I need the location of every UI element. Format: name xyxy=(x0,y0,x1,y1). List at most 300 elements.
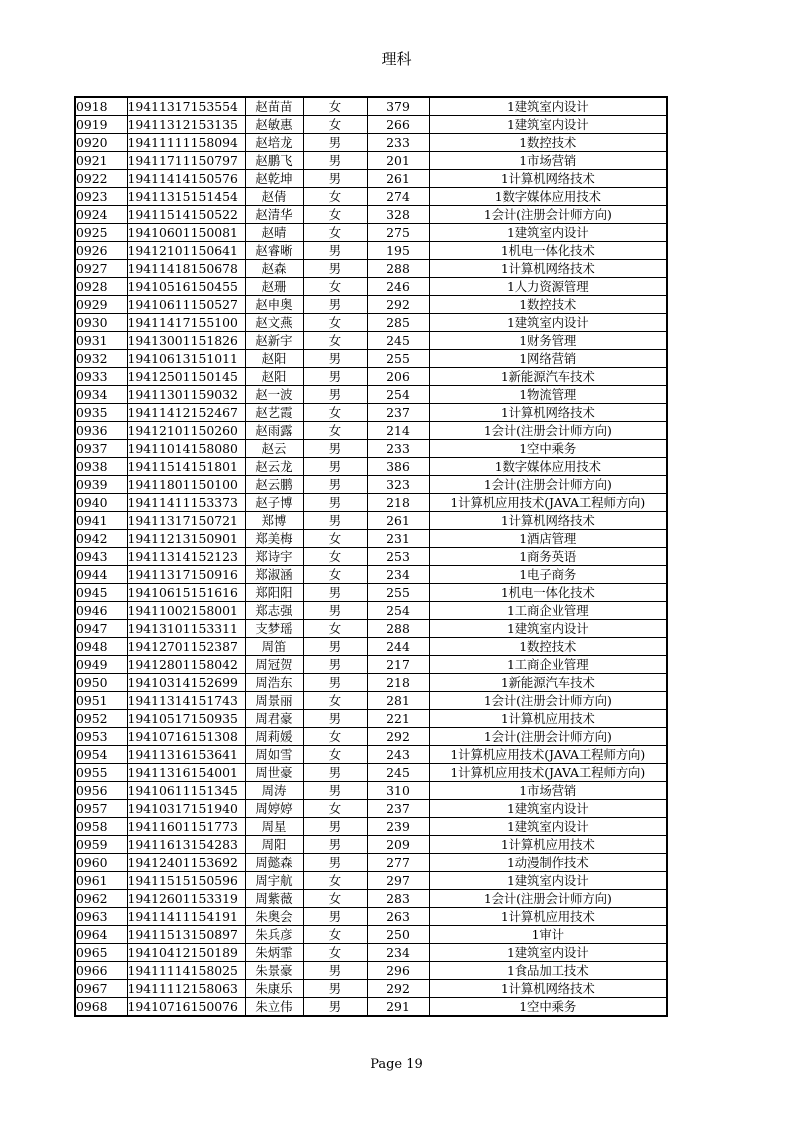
exam-id-cell: 19411411153373 xyxy=(127,494,245,512)
exam-id-cell: 19411515150596 xyxy=(127,872,245,890)
score-cell: 218 xyxy=(367,494,429,512)
major-cell: 1建筑室内设计 xyxy=(429,800,667,818)
score-cell: 214 xyxy=(367,422,429,440)
row-number-cell: 0954 xyxy=(75,746,127,764)
table-row xyxy=(75,584,667,602)
student-name-cell: 朱立伟 xyxy=(245,998,303,1017)
major-cell: 1审计 xyxy=(429,926,667,944)
row-number-cell: 0951 xyxy=(75,692,127,710)
page-number: Page 19 xyxy=(370,1057,423,1072)
exam-id-cell: 19411317150721 xyxy=(127,512,245,530)
student-name-cell: 支梦瑶 xyxy=(245,620,303,638)
student-name-cell: 周涛 xyxy=(245,782,303,800)
major-cell: 1新能源汽车技术 xyxy=(429,674,667,692)
gender-cell: 女 xyxy=(303,224,367,242)
exam-id-cell: 19411711150797 xyxy=(127,152,245,170)
major-cell: 1建筑室内设计 xyxy=(429,224,667,242)
gender-cell: 女 xyxy=(303,206,367,224)
student-name-cell: 赵苗苗 xyxy=(245,97,303,116)
row-number-cell: 0929 xyxy=(75,296,127,314)
table-row xyxy=(75,170,667,188)
table-row xyxy=(75,908,667,926)
major-cell: 1建筑室内设计 xyxy=(429,97,667,116)
gender-cell: 女 xyxy=(303,314,367,332)
major-cell: 1计算机网络技术 xyxy=(429,512,667,530)
table-row xyxy=(75,134,667,152)
table-row xyxy=(75,800,667,818)
exam-id-cell: 19411411154191 xyxy=(127,908,245,926)
gender-cell: 男 xyxy=(303,908,367,926)
major-cell: 1计算机网络技术 xyxy=(429,260,667,278)
score-cell: 283 xyxy=(367,890,429,908)
student-name-cell: 周笛 xyxy=(245,638,303,656)
exam-id-cell: 19411601151773 xyxy=(127,818,245,836)
score-cell: 237 xyxy=(367,800,429,818)
major-cell: 1数控技术 xyxy=(429,134,667,152)
gender-cell: 女 xyxy=(303,692,367,710)
gender-cell: 女 xyxy=(303,548,367,566)
exam-id-cell: 19411112158063 xyxy=(127,980,245,998)
student-name-cell: 赵敏惠 xyxy=(245,116,303,134)
score-cell: 261 xyxy=(367,170,429,188)
row-number-cell: 0960 xyxy=(75,854,127,872)
major-cell: 1会计(注册会计师方向) xyxy=(429,422,667,440)
row-number-cell: 0928 xyxy=(75,278,127,296)
score-cell: 310 xyxy=(367,782,429,800)
student-name-cell: 赵一波 xyxy=(245,386,303,404)
score-cell: 254 xyxy=(367,386,429,404)
score-cell: 254 xyxy=(367,602,429,620)
score-cell: 246 xyxy=(367,278,429,296)
exam-id-cell: 19410601150081 xyxy=(127,224,245,242)
score-cell: 292 xyxy=(367,980,429,998)
table-row xyxy=(75,116,667,134)
row-number-cell: 0945 xyxy=(75,584,127,602)
table-row xyxy=(75,890,667,908)
exam-id-cell: 19412801158042 xyxy=(127,656,245,674)
score-cell: 233 xyxy=(367,134,429,152)
gender-cell: 男 xyxy=(303,494,367,512)
gender-cell: 女 xyxy=(303,188,367,206)
student-name-cell: 周阳 xyxy=(245,836,303,854)
gender-cell: 男 xyxy=(303,134,367,152)
exam-id-cell: 19411418150678 xyxy=(127,260,245,278)
exam-id-cell: 19410716150076 xyxy=(127,998,245,1017)
gender-cell: 女 xyxy=(303,620,367,638)
row-number-cell: 0967 xyxy=(75,980,127,998)
gender-cell: 男 xyxy=(303,638,367,656)
gender-cell: 男 xyxy=(303,368,367,386)
gender-cell: 男 xyxy=(303,350,367,368)
table-row xyxy=(75,440,667,458)
major-cell: 1建筑室内设计 xyxy=(429,818,667,836)
exam-id-cell: 19412601153319 xyxy=(127,890,245,908)
table-row xyxy=(75,710,667,728)
student-name-cell: 朱康乐 xyxy=(245,980,303,998)
major-cell: 1新能源汽车技术 xyxy=(429,368,667,386)
table-row xyxy=(75,692,667,710)
exam-id-cell: 19411514151801 xyxy=(127,458,245,476)
score-cell: 244 xyxy=(367,638,429,656)
student-name-cell: 赵新宇 xyxy=(245,332,303,350)
gender-cell: 女 xyxy=(303,872,367,890)
score-cell: 275 xyxy=(367,224,429,242)
gender-cell: 女 xyxy=(303,926,367,944)
exam-id-cell: 19410615151616 xyxy=(127,584,245,602)
major-cell: 1会计(注册会计师方向) xyxy=(429,728,667,746)
score-cell: 209 xyxy=(367,836,429,854)
exam-id-cell: 19410412150189 xyxy=(127,944,245,962)
score-cell: 201 xyxy=(367,152,429,170)
row-number-cell: 0966 xyxy=(75,962,127,980)
student-name-cell: 周冠贺 xyxy=(245,656,303,674)
student-name-cell: 周婷婷 xyxy=(245,800,303,818)
gender-cell: 男 xyxy=(303,818,367,836)
exam-id-cell: 19410611150527 xyxy=(127,296,245,314)
gender-cell: 男 xyxy=(303,674,367,692)
score-cell: 288 xyxy=(367,620,429,638)
score-cell: 386 xyxy=(367,458,429,476)
gender-cell: 女 xyxy=(303,890,367,908)
student-name-cell: 朱景豪 xyxy=(245,962,303,980)
gender-cell: 男 xyxy=(303,710,367,728)
table-row xyxy=(75,926,667,944)
score-cell: 231 xyxy=(367,530,429,548)
table-row xyxy=(75,998,667,1017)
gender-cell: 男 xyxy=(303,458,367,476)
table-row xyxy=(75,818,667,836)
student-name-cell: 赵云鹏 xyxy=(245,476,303,494)
major-cell: 1市场营销 xyxy=(429,152,667,170)
exam-id-cell: 19411111158094 xyxy=(127,134,245,152)
gender-cell: 男 xyxy=(303,260,367,278)
exam-id-cell: 19412701152387 xyxy=(127,638,245,656)
row-number-cell: 0926 xyxy=(75,242,127,260)
score-cell: 263 xyxy=(367,908,429,926)
student-name-cell: 赵清华 xyxy=(245,206,303,224)
row-number-cell: 0946 xyxy=(75,602,127,620)
score-cell: 195 xyxy=(367,242,429,260)
table-row xyxy=(75,494,667,512)
table-row xyxy=(75,764,667,782)
gender-cell: 男 xyxy=(303,836,367,854)
score-cell: 237 xyxy=(367,404,429,422)
gender-cell: 女 xyxy=(303,332,367,350)
score-cell: 206 xyxy=(367,368,429,386)
major-cell: 1会计(注册会计师方向) xyxy=(429,692,667,710)
exam-id-cell: 19413001151826 xyxy=(127,332,245,350)
row-number-cell: 0952 xyxy=(75,710,127,728)
row-number-cell: 0957 xyxy=(75,800,127,818)
table-row xyxy=(75,404,667,422)
score-cell: 266 xyxy=(367,116,429,134)
gender-cell: 女 xyxy=(303,530,367,548)
score-cell: 285 xyxy=(367,314,429,332)
gender-cell: 男 xyxy=(303,584,367,602)
major-cell: 1会计(注册会计师方向) xyxy=(429,890,667,908)
major-cell: 1建筑室内设计 xyxy=(429,314,667,332)
student-name-cell: 赵申奥 xyxy=(245,296,303,314)
exam-id-cell: 19412101150260 xyxy=(127,422,245,440)
exam-id-cell: 19411801150100 xyxy=(127,476,245,494)
student-name-cell: 赵文燕 xyxy=(245,314,303,332)
score-cell: 250 xyxy=(367,926,429,944)
score-cell: 255 xyxy=(367,584,429,602)
major-cell: 1计算机应用技术 xyxy=(429,836,667,854)
row-number-cell: 0931 xyxy=(75,332,127,350)
student-name-cell: 赵晴 xyxy=(245,224,303,242)
major-cell: 1食品加工技术 xyxy=(429,962,667,980)
student-name-cell: 赵云 xyxy=(245,440,303,458)
major-cell: 1会计(注册会计师方向) xyxy=(429,206,667,224)
student-name-cell: 赵乾坤 xyxy=(245,170,303,188)
row-number-cell: 0930 xyxy=(75,314,127,332)
row-number-cell: 0935 xyxy=(75,404,127,422)
score-cell: 323 xyxy=(367,476,429,494)
gender-cell: 女 xyxy=(303,944,367,962)
score-cell: 297 xyxy=(367,872,429,890)
row-number-cell: 0947 xyxy=(75,620,127,638)
row-number-cell: 0932 xyxy=(75,350,127,368)
table-row xyxy=(75,350,667,368)
row-number-cell: 0939 xyxy=(75,476,127,494)
table-row xyxy=(75,854,667,872)
major-cell: 1计算机应用技术 xyxy=(429,908,667,926)
exam-id-cell: 19410317151940 xyxy=(127,800,245,818)
gender-cell: 女 xyxy=(303,728,367,746)
gender-cell: 男 xyxy=(303,242,367,260)
table-row xyxy=(75,188,667,206)
major-cell: 1网络营销 xyxy=(429,350,667,368)
major-cell: 1计算机网络技术 xyxy=(429,170,667,188)
score-cell: 296 xyxy=(367,962,429,980)
student-name-cell: 赵培龙 xyxy=(245,134,303,152)
table-row xyxy=(75,368,667,386)
gender-cell: 男 xyxy=(303,962,367,980)
major-cell: 1机电一体化技术 xyxy=(429,242,667,260)
row-number-cell: 0949 xyxy=(75,656,127,674)
student-name-cell: 赵鹏飞 xyxy=(245,152,303,170)
table-row xyxy=(75,386,667,404)
exam-id-cell: 19411314152123 xyxy=(127,548,245,566)
major-cell: 1数控技术 xyxy=(429,638,667,656)
gender-cell: 男 xyxy=(303,512,367,530)
gender-cell: 女 xyxy=(303,116,367,134)
score-cell: 288 xyxy=(367,260,429,278)
score-cell: 239 xyxy=(367,818,429,836)
gender-cell: 女 xyxy=(303,97,367,116)
major-cell: 1计算机应用技术(JAVA工程师方向) xyxy=(429,764,667,782)
major-cell: 1建筑室内设计 xyxy=(429,116,667,134)
gender-cell: 女 xyxy=(303,422,367,440)
row-number-cell: 0941 xyxy=(75,512,127,530)
score-cell: 281 xyxy=(367,692,429,710)
exam-id-cell: 19410716151308 xyxy=(127,728,245,746)
major-cell: 1空中乘务 xyxy=(429,440,667,458)
row-number-cell: 0919 xyxy=(75,116,127,134)
student-name-cell: 朱兵彦 xyxy=(245,926,303,944)
major-cell: 1工商企业管理 xyxy=(429,602,667,620)
row-number-cell: 0950 xyxy=(75,674,127,692)
row-number-cell: 0933 xyxy=(75,368,127,386)
student-name-cell: 朱奥会 xyxy=(245,908,303,926)
gender-cell: 男 xyxy=(303,782,367,800)
major-cell: 1空中乘务 xyxy=(429,998,667,1017)
major-cell: 1电子商务 xyxy=(429,566,667,584)
major-cell: 1数字媒体应用技术 xyxy=(429,188,667,206)
gender-cell: 男 xyxy=(303,476,367,494)
score-cell: 328 xyxy=(367,206,429,224)
exam-id-cell: 19411301159032 xyxy=(127,386,245,404)
table-row xyxy=(75,872,667,890)
table-row xyxy=(75,206,667,224)
table-row xyxy=(75,530,667,548)
table-row xyxy=(75,602,667,620)
student-name-cell: 赵倩 xyxy=(245,188,303,206)
student-name-cell: 周星 xyxy=(245,818,303,836)
exam-id-cell: 19411213150901 xyxy=(127,530,245,548)
major-cell: 1计算机网络技术 xyxy=(429,404,667,422)
major-cell: 1建筑室内设计 xyxy=(429,872,667,890)
row-number-cell: 0965 xyxy=(75,944,127,962)
row-number-cell: 0920 xyxy=(75,134,127,152)
exam-id-cell: 19411414150576 xyxy=(127,170,245,188)
exam-id-cell: 19410613151011 xyxy=(127,350,245,368)
table-row xyxy=(75,782,667,800)
table-row xyxy=(75,476,667,494)
exam-id-cell: 19411412152467 xyxy=(127,404,245,422)
row-number-cell: 0953 xyxy=(75,728,127,746)
table-row xyxy=(75,620,667,638)
exam-id-cell: 19411613154283 xyxy=(127,836,245,854)
major-cell: 1计算机应用技术(JAVA工程师方向) xyxy=(429,746,667,764)
gender-cell: 男 xyxy=(303,854,367,872)
table-row xyxy=(75,296,667,314)
table-row xyxy=(75,332,667,350)
score-cell: 221 xyxy=(367,710,429,728)
student-name-cell: 周浩东 xyxy=(245,674,303,692)
student-name-cell: 周君豪 xyxy=(245,710,303,728)
exam-id-cell: 19411114158025 xyxy=(127,962,245,980)
major-cell: 1酒店管理 xyxy=(429,530,667,548)
score-cell: 379 xyxy=(367,97,429,116)
score-cell: 291 xyxy=(367,998,429,1017)
score-cell: 217 xyxy=(367,656,429,674)
table-row xyxy=(75,458,667,476)
student-name-cell: 郑阳阳 xyxy=(245,584,303,602)
score-cell: 292 xyxy=(367,296,429,314)
exam-id-cell: 19412101150641 xyxy=(127,242,245,260)
score-cell: 234 xyxy=(367,944,429,962)
major-cell: 1数控技术 xyxy=(429,296,667,314)
table-row xyxy=(75,638,667,656)
student-name-cell: 周宇航 xyxy=(245,872,303,890)
table-row xyxy=(75,836,667,854)
row-number-cell: 0968 xyxy=(75,998,127,1017)
major-cell: 1建筑室内设计 xyxy=(429,620,667,638)
score-cell: 277 xyxy=(367,854,429,872)
score-cell: 234 xyxy=(367,566,429,584)
exam-id-cell: 19411314151743 xyxy=(127,692,245,710)
exam-id-cell: 19411312153135 xyxy=(127,116,245,134)
exam-id-cell: 19411513150897 xyxy=(127,926,245,944)
exam-id-cell: 19412501150145 xyxy=(127,368,245,386)
table-row xyxy=(75,548,667,566)
exam-id-cell: 19411514150522 xyxy=(127,206,245,224)
table-row xyxy=(75,422,667,440)
student-name-cell: 周莉媛 xyxy=(245,728,303,746)
student-name-cell: 郑淑涵 xyxy=(245,566,303,584)
exam-id-cell: 19411316154001 xyxy=(127,764,245,782)
gender-cell: 男 xyxy=(303,386,367,404)
score-cell: 261 xyxy=(367,512,429,530)
score-cell: 255 xyxy=(367,350,429,368)
score-cell: 292 xyxy=(367,728,429,746)
gender-cell: 女 xyxy=(303,746,367,764)
gender-cell: 男 xyxy=(303,764,367,782)
score-cell: 243 xyxy=(367,746,429,764)
exam-id-cell: 19411317153554 xyxy=(127,97,245,116)
table-row xyxy=(75,728,667,746)
exam-id-cell: 19411014158080 xyxy=(127,440,245,458)
student-name-cell: 赵睿晰 xyxy=(245,242,303,260)
table-row xyxy=(75,656,667,674)
exam-id-cell: 19411002158001 xyxy=(127,602,245,620)
row-number-cell: 0942 xyxy=(75,530,127,548)
student-name-cell: 周懿森 xyxy=(245,854,303,872)
exam-id-cell: 19413101153311 xyxy=(127,620,245,638)
major-cell: 1计算机应用技术 xyxy=(429,710,667,728)
exam-id-cell: 19410611151345 xyxy=(127,782,245,800)
student-name-cell: 郑志强 xyxy=(245,602,303,620)
table-row xyxy=(75,314,667,332)
gender-cell: 男 xyxy=(303,980,367,998)
student-name-cell: 赵森 xyxy=(245,260,303,278)
row-number-cell: 0927 xyxy=(75,260,127,278)
row-number-cell: 0925 xyxy=(75,224,127,242)
row-number-cell: 0940 xyxy=(75,494,127,512)
row-number-cell: 0956 xyxy=(75,782,127,800)
row-number-cell: 0944 xyxy=(75,566,127,584)
table-row xyxy=(75,512,667,530)
major-cell: 1财务管理 xyxy=(429,332,667,350)
row-number-cell: 0938 xyxy=(75,458,127,476)
exam-id-cell: 19410517150935 xyxy=(127,710,245,728)
row-number-cell: 0923 xyxy=(75,188,127,206)
gender-cell: 男 xyxy=(303,170,367,188)
student-name-cell: 郑博 xyxy=(245,512,303,530)
row-number-cell: 0937 xyxy=(75,440,127,458)
exam-id-cell: 19411315151454 xyxy=(127,188,245,206)
student-name-cell: 赵子博 xyxy=(245,494,303,512)
major-cell: 1市场营销 xyxy=(429,782,667,800)
table-row xyxy=(75,980,667,998)
row-number-cell: 0962 xyxy=(75,890,127,908)
student-name-cell: 郑诗宇 xyxy=(245,548,303,566)
major-cell: 1计算机应用技术(JAVA工程师方向) xyxy=(429,494,667,512)
row-number-cell: 0961 xyxy=(75,872,127,890)
table-row xyxy=(75,97,667,116)
major-cell: 1人力资源管理 xyxy=(429,278,667,296)
score-cell: 233 xyxy=(367,440,429,458)
row-number-cell: 0924 xyxy=(75,206,127,224)
student-name-cell: 朱炳霏 xyxy=(245,944,303,962)
major-cell: 1物流管理 xyxy=(429,386,667,404)
table-row xyxy=(75,962,667,980)
gender-cell: 男 xyxy=(303,602,367,620)
row-number-cell: 0922 xyxy=(75,170,127,188)
roster-table-body xyxy=(75,97,667,1016)
